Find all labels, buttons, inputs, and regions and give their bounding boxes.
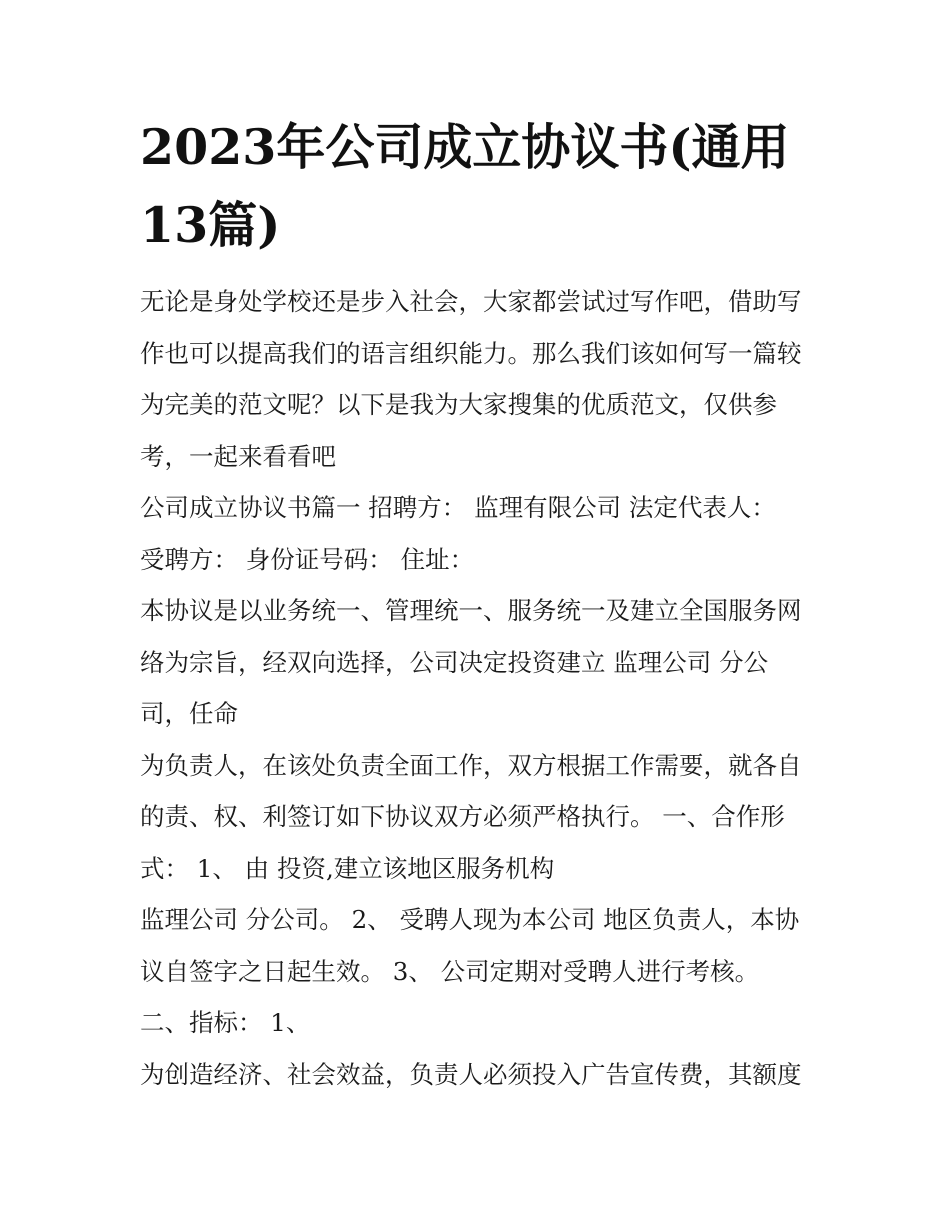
body-line: 为完美的范文呢？以下是我为大家搜集的优质范文，仅供参	[140, 390, 777, 419]
document-title	[140, 108, 820, 264]
title-line: 2023年公司成立协议书(通用	[140, 118, 790, 176]
title-line: 13篇)	[140, 196, 281, 254]
body-line: 本协议是以业务统一、管理统一、服务统一及建立全国服务网	[140, 596, 802, 625]
body-line: 议自签字之日起生效。 3、 公司定期对受聘人进行考核。	[140, 956, 760, 986]
body-line: 受聘方： 身份证号码： 住址：	[140, 544, 475, 574]
body-line: 考，一起来看看吧	[140, 441, 336, 471]
body-line: 作也可以提高我们的语言组织能力。那么我们该如何写一篇较	[140, 338, 802, 368]
body-line: 司，任命	[140, 699, 238, 728]
body-line: 监理公司 分公司。 2、 受聘人现为本公司 地区负责人，本协	[140, 905, 800, 934]
body-line: 式： 1、 由 投资,建立该地区服务机构	[140, 853, 555, 883]
document-body	[140, 276, 820, 1100]
body-line: 的责、权、利签订如下协议双方必须严格执行。 一、合作形	[140, 802, 785, 831]
body-line: 无论是身处学校还是步入社会，大家都尝试过写作吧，借助写	[140, 287, 802, 316]
body-line: 络为宗旨，经双向选择，公司决定投资建立 监理公司 分公	[140, 647, 769, 677]
body-line: 为创造经济、社会效益，负责人必须投入广告宣传费，其额度	[140, 1059, 802, 1089]
body-line: 为负责人，在该处负责全面工作，双方根据工作需要，就各自	[140, 750, 802, 780]
body-line: 二、指标： 1、	[140, 1008, 311, 1037]
body-line: 公司成立协议书篇一 招聘方： 监理有限公司 法定代表人：	[140, 493, 776, 522]
